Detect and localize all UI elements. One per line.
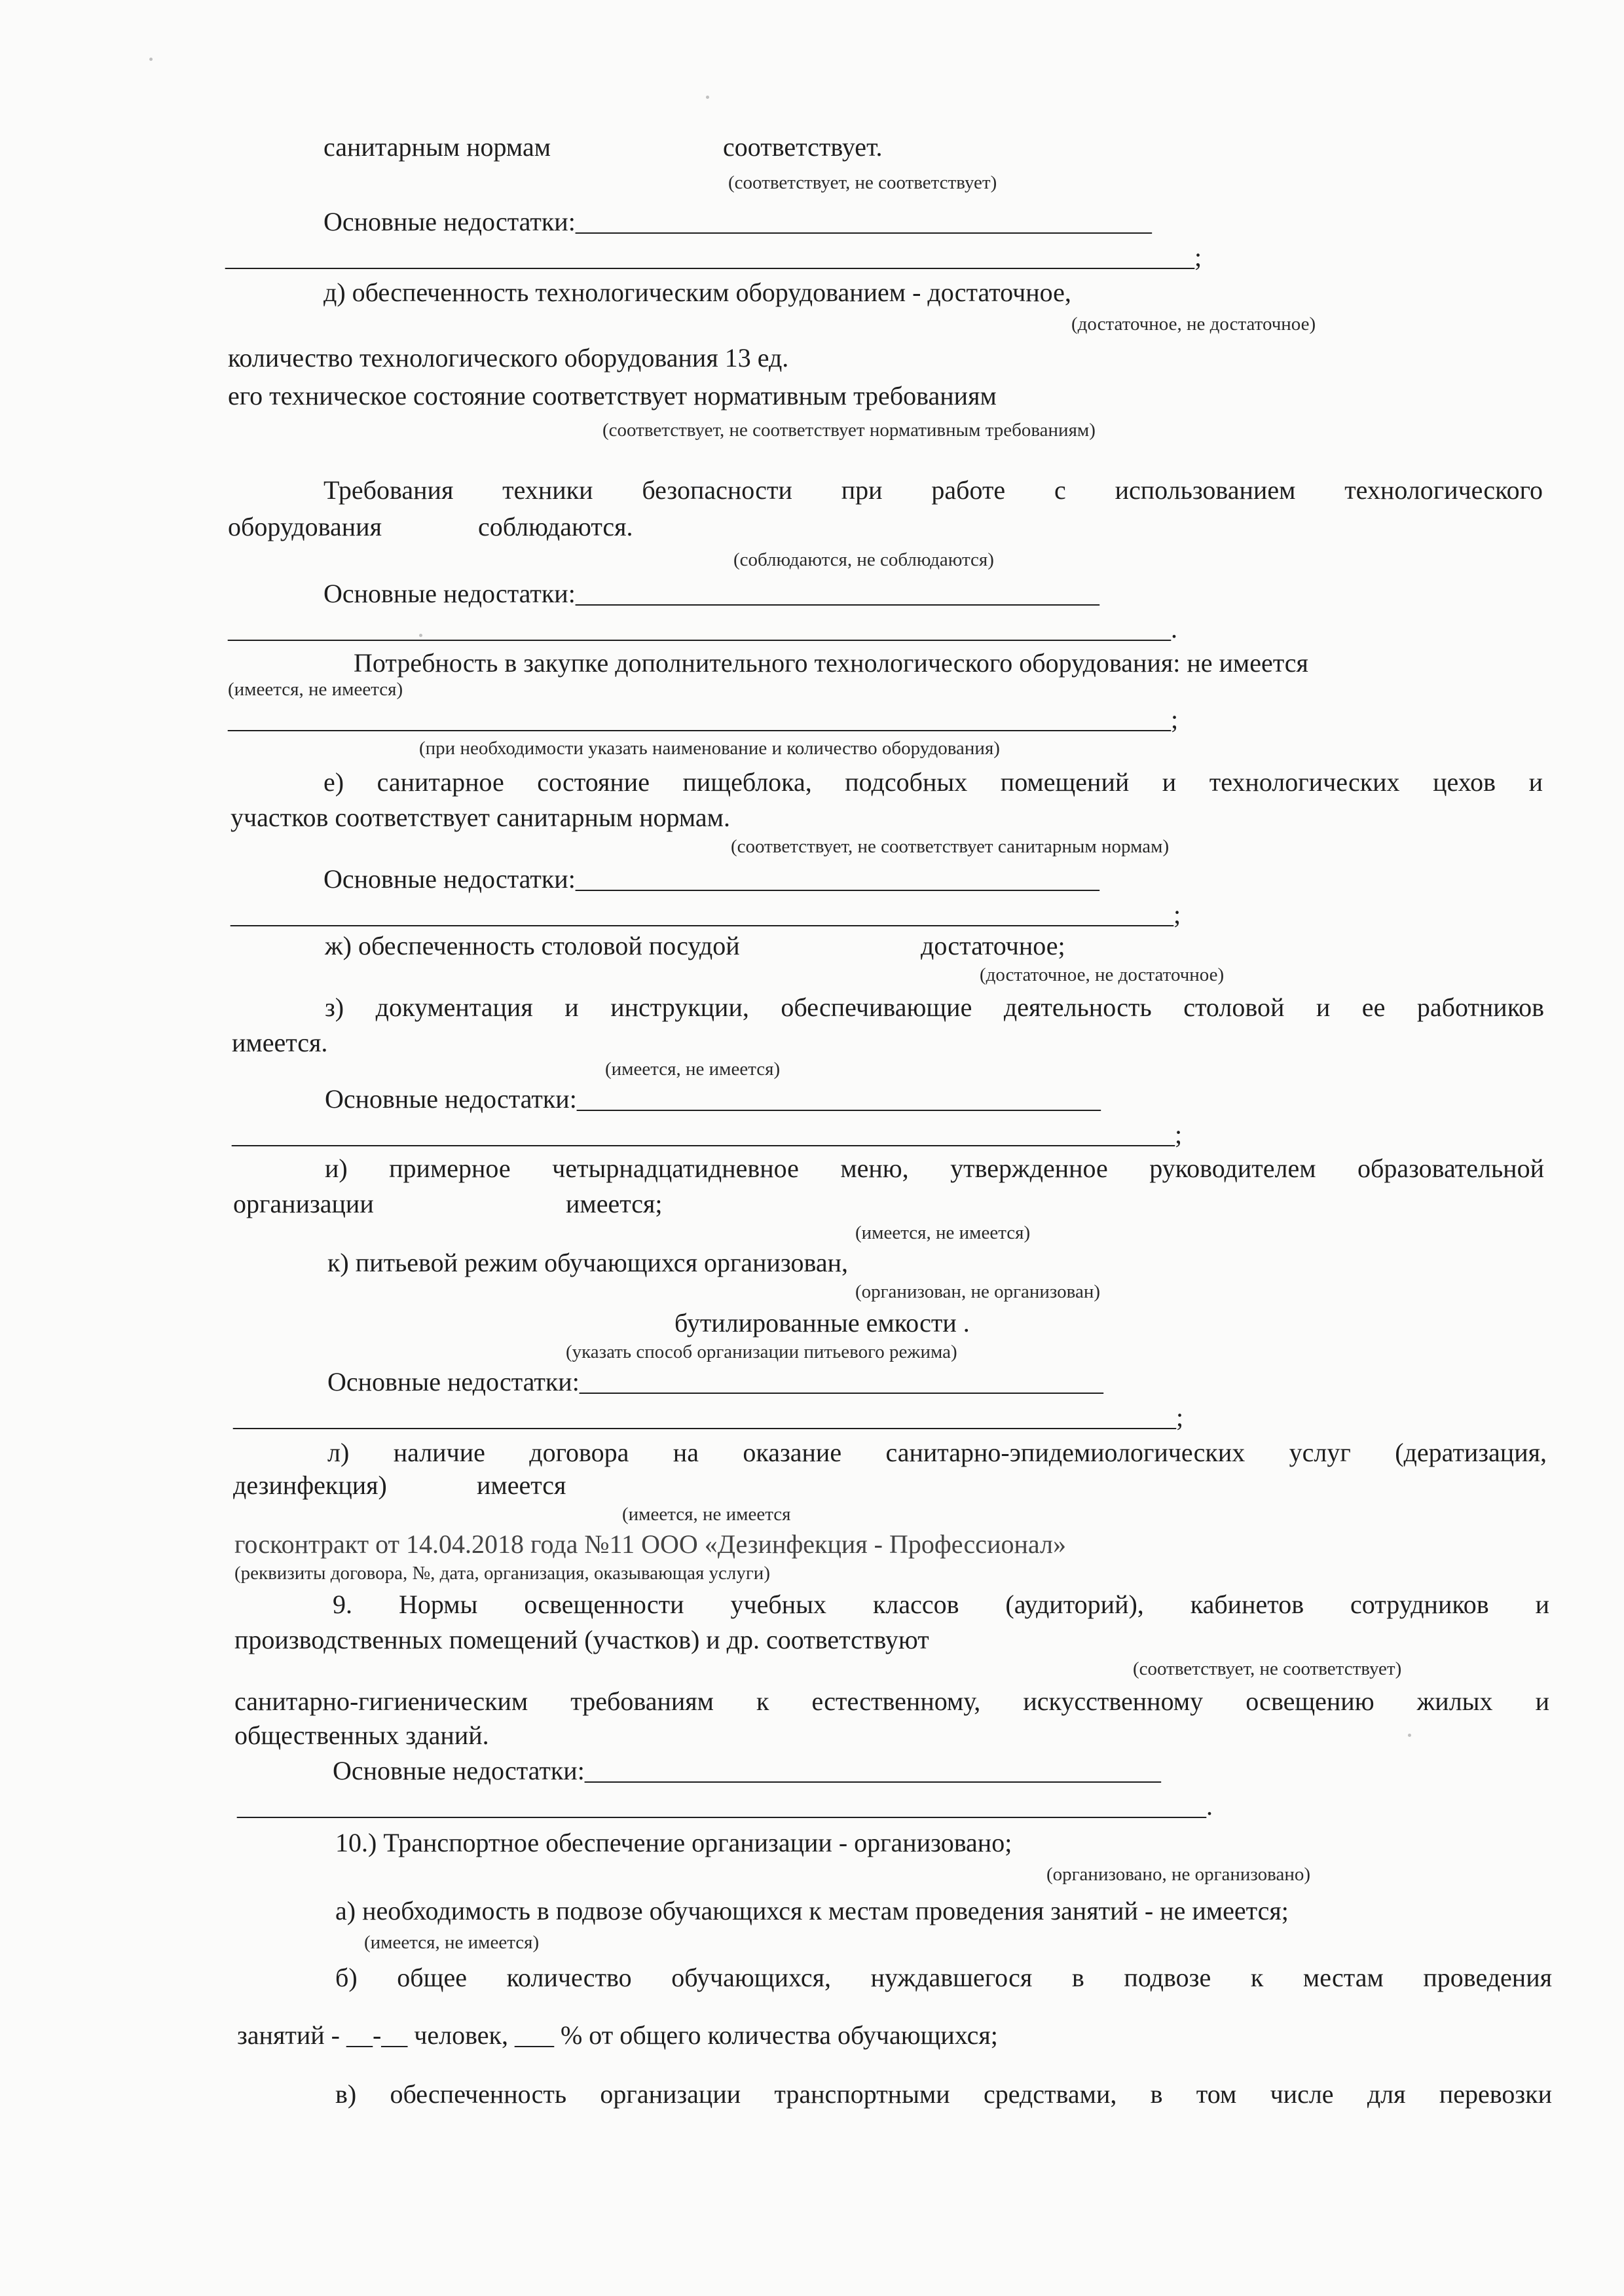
hint-corresponds: (соответствует, не соответствует)	[728, 172, 997, 193]
item-zh-tableware: ж) обеспеченность столовой посудой	[325, 931, 740, 960]
item-l-contract: л) наличие договора на оказание санитарно-эпидемиологических услуг (дератизация,	[327, 1438, 1547, 1467]
students-count-line: занятий - __-__ человек, ___ % от общего количества обучающихся;	[237, 2020, 998, 2050]
hint-normative: (соответствует, не соответствует нормативным требованиям)	[602, 420, 1096, 441]
sanitary-norms-label: санитарным нормам	[323, 132, 551, 162]
shortcomings-line: Основные недостатки:________________________________________	[325, 1084, 1101, 1114]
item-e-sanitary: е) санитарное состояние пищеблока, подсобных помещений и технологических цехов и	[323, 767, 1543, 797]
item-v-vehicles: в) обеспеченность организации транспортными средствами, в том числе для перевозки	[335, 2079, 1552, 2109]
blank-line: ________________________________________________________________________.	[228, 614, 1177, 644]
safety-equipment-word: оборудования	[228, 512, 382, 541]
hint-available: (имеется, не имеется)	[855, 1222, 1031, 1243]
hint-organized: (организован, не организован)	[855, 1281, 1101, 1302]
item-e-continued: участков соответствует санитарным нормам.	[231, 803, 730, 832]
item-9-lighting: 9. Нормы освещенности учебных классов (аудиторий), кабинетов сотрудников и	[333, 1590, 1549, 1619]
hint-drinking-method: (указать способ организации питьевого режима)	[566, 1341, 957, 1362]
shortcomings-line: Основные недостатки:________________________________________	[327, 1367, 1103, 1396]
menu-organization-word: организации	[233, 1189, 374, 1218]
blank-line: __________________________________________________________________________.	[237, 1791, 1213, 1821]
lighting-requirements: санитарно-гигиеническим требованиям к естественному, искусственному освещению жилых и	[234, 1686, 1549, 1716]
tableware-status: достаточное;	[921, 931, 1065, 960]
blank-line: ________________________________________________________________________;	[228, 704, 1179, 734]
contract-status: имеется	[477, 1470, 566, 1500]
hint-sufficient: (достаточное, не достаточное)	[1071, 314, 1316, 335]
hint-available: (имеется, не имеется	[622, 1504, 791, 1525]
item-z-documentation: з) документация и инструкции, обеспечивающие деятельность столовой и ее работников	[325, 993, 1544, 1022]
documentation-status: имеется.	[232, 1028, 328, 1057]
shortcomings-line: Основные недостатки:____________________________________________	[333, 1756, 1161, 1785]
equipment-count: количество технологического оборудования 13 ед.	[228, 343, 789, 373]
scan-speck	[706, 96, 709, 99]
equipment-condition: его техническое состояние соответствует нормативным требованиям	[228, 381, 997, 410]
shortcomings-line: Основные недостатки:________________________________________	[323, 579, 1099, 608]
item-10-transport: 10.) Транспортное обеспечение организации - организовано;	[335, 1828, 1012, 1857]
hint-organized: (организовано, не организовано)	[1046, 1864, 1311, 1885]
lighting-buildings: общественных зданий.	[234, 1721, 489, 1750]
menu-status: имеется;	[566, 1189, 663, 1218]
hint-contract-requisites: (реквизиты договора, №, дата, организация, оказывающая услуги)	[234, 1563, 770, 1584]
shortcomings-line: Основные недостатки:________________________________________	[323, 864, 1099, 894]
blank-line: ________________________________________________________________________;	[231, 900, 1181, 929]
scan-speck	[1408, 1734, 1411, 1737]
purchase-need: Потребность в закупке дополнительного технологического оборудования: не имеется	[354, 648, 1308, 678]
blank-line: ________________________________________________________________________;	[233, 1402, 1184, 1432]
hint-equipment-name: (при необходимости указать наименование и количество оборудования)	[419, 738, 1000, 759]
blank-line: ________________________________________________________________________;	[232, 1120, 1183, 1149]
sanitary-norms-value: соответствует.	[723, 132, 883, 162]
item-b-students-count: б) общее количество обучающихся, нуждавшегося в подвозе к местам проведения	[335, 1963, 1552, 1992]
hint-corresponds: (соответствует, не соответствует)	[1133, 1658, 1402, 1679]
hint-observed: (соблюдаются, не соблюдаются)	[733, 549, 994, 570]
blank-line: __________________________________________________________________________;	[225, 242, 1202, 272]
hint-sanitary-norms: (соответствует, не соответствует санитарным нормам)	[731, 836, 1170, 857]
hint-available: (имеется, не имеется)	[228, 679, 403, 700]
contract-details: госконтракт от 14.04.2018 года №11 ООО «Дезинфекция - Профессионал»	[234, 1529, 1066, 1559]
hint-available: (имеется, не имеется)	[605, 1059, 781, 1080]
hint-sufficient: (достаточное, не достаточное)	[980, 964, 1225, 985]
item-d-equipment: д) обеспеченность технологическим оборудованием - достаточное,	[323, 278, 1071, 307]
shortcomings-line: Основные недостатки:____________________________________________	[323, 207, 1152, 236]
item-k-drinking: к) питьевой режим обучающихся организован,	[327, 1248, 849, 1277]
hint-available: (имеется, не имеется)	[364, 1932, 540, 1953]
lighting-premises: производственных помещений (участков) и др. соответствуют	[234, 1625, 929, 1654]
scan-speck	[149, 58, 153, 61]
item-a-transport-need: а) необходимость в подвозе обучающихся к местам проведения занятий - не имеется;	[335, 1896, 1289, 1925]
safety-status: соблюдаются.	[478, 512, 633, 541]
drinking-method: бутилированные емкости .	[674, 1308, 970, 1338]
item-i-menu: и) примерное четырнадцатидневное меню, утвержденное руководителем образовательной	[325, 1154, 1544, 1183]
safety-requirements: Требования техники безопасности при работе с использованием технологического	[323, 475, 1543, 505]
disinfection-word: дезинфекция)	[233, 1470, 387, 1500]
